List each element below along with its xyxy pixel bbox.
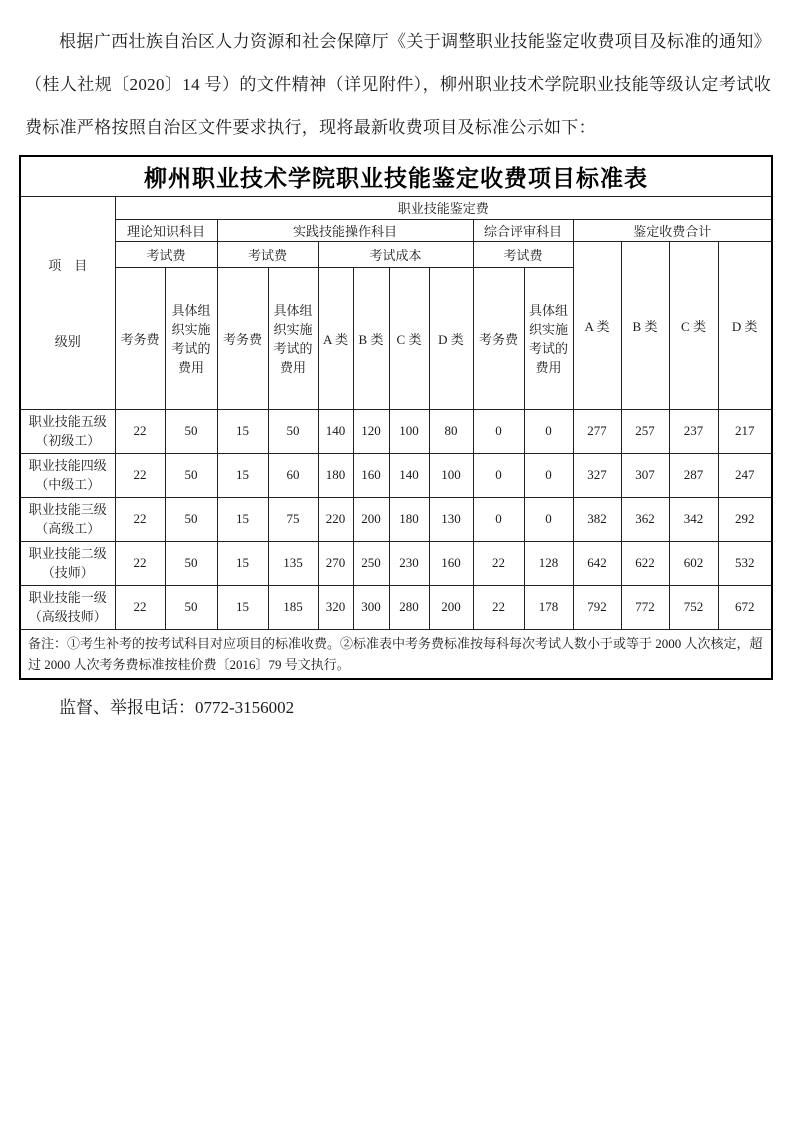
value-cell: 362 (621, 497, 669, 541)
value-cell: 247 (718, 453, 772, 497)
header-cost-class-a: A 类 (318, 267, 353, 409)
value-cell: 100 (389, 409, 429, 453)
header-theory-admin-fee: 考务费 (115, 267, 165, 409)
header-practice-exam-fee: 考试费 (217, 241, 318, 267)
value-cell: 0 (524, 453, 573, 497)
value-cell: 300 (353, 585, 389, 629)
header-total-class-b: B 类 (621, 241, 669, 409)
value-cell: 250 (353, 541, 389, 585)
value-cell: 307 (621, 453, 669, 497)
value-cell: 22 (115, 497, 165, 541)
header-row-sections (20, 219, 772, 241)
value-cell: 327 (573, 453, 621, 497)
value-cell: 180 (318, 453, 353, 497)
value-cell: 50 (165, 585, 217, 629)
value-cell: 0 (473, 497, 524, 541)
value-cell: 230 (389, 541, 429, 585)
value-cell: 752 (669, 585, 718, 629)
value-cell: 200 (353, 497, 389, 541)
value-cell: 280 (389, 585, 429, 629)
table-row-level-1 (20, 585, 772, 629)
value-cell: 75 (268, 497, 318, 541)
table-title-row (20, 156, 772, 196)
value-cell: 180 (389, 497, 429, 541)
value-cell: 15 (217, 453, 268, 497)
value-cell: 60 (268, 453, 318, 497)
header-practice-org-fee: 具体组织实施考试的费用 (268, 267, 318, 409)
value-cell: 15 (217, 585, 268, 629)
value-cell: 120 (353, 409, 389, 453)
table-title: 柳州职业技术学院职业技能鉴定收费项目标准表 (20, 156, 772, 196)
header-cost-class-d: D 类 (429, 267, 473, 409)
header-row-fee-group (20, 196, 772, 219)
header-total-class-a: A 类 (573, 241, 621, 409)
table-note: 备注：①考生补考的按考试科目对应项目的标准收费。②标准表中考务费标准按每科每次考试人数小于或等于 2000 人次核定，超过 2000 人次考务费标准按桂价费〔2016〕79 号文执行。 (20, 629, 772, 679)
value-cell: 257 (621, 409, 669, 453)
header-item-level-cell (20, 196, 115, 409)
value-cell: 130 (429, 497, 473, 541)
value-cell: 220 (318, 497, 353, 541)
value-cell: 22 (115, 409, 165, 453)
value-cell: 140 (318, 409, 353, 453)
value-cell: 140 (389, 453, 429, 497)
value-cell: 15 (217, 541, 268, 585)
level-name: 职业技能一级 (28, 590, 107, 605)
value-cell: 50 (165, 409, 217, 453)
value-cell: 320 (318, 585, 353, 629)
value-cell: 382 (573, 497, 621, 541)
value-cell: 672 (718, 585, 772, 629)
value-cell: 22 (473, 585, 524, 629)
value-cell: 50 (165, 541, 217, 585)
value-cell: 15 (217, 497, 268, 541)
value-cell: 277 (573, 409, 621, 453)
value-cell: 0 (524, 409, 573, 453)
value-cell: 622 (621, 541, 669, 585)
value-cell: 128 (524, 541, 573, 585)
header-review-exam-fee: 考试费 (473, 241, 573, 267)
level-cell (20, 585, 115, 629)
value-cell: 15 (217, 409, 268, 453)
header-total-class-d: D 类 (718, 241, 772, 409)
value-cell: 22 (115, 541, 165, 585)
value-cell: 100 (429, 453, 473, 497)
header-item-level-inner (23, 198, 113, 408)
document-page (0, 20, 794, 1128)
level-cell (20, 409, 115, 453)
level-name: 职业技能四级 (28, 458, 107, 473)
value-cell: 50 (268, 409, 318, 453)
header-fee-group: 职业技能鉴定费 (115, 196, 772, 219)
value-cell: 237 (669, 409, 718, 453)
value-cell: 772 (621, 585, 669, 629)
level-subname: （高级工） (35, 521, 101, 536)
header-total-class-c: C 类 (669, 241, 718, 409)
contact-phone-line: 监督、举报电话：0772-3156002 (59, 697, 295, 717)
value-cell: 0 (473, 453, 524, 497)
value-cell: 200 (429, 585, 473, 629)
table-row-level-3 (20, 497, 772, 541)
value-cell: 287 (669, 453, 718, 497)
header-review-admin-fee: 考务费 (473, 267, 524, 409)
level-subname: （技师） (41, 565, 94, 580)
level-subname: （高级技师） (28, 609, 107, 624)
header-review-section: 综合评审科目 (473, 219, 573, 241)
header-level-label: 级别 (54, 334, 81, 350)
value-cell: 22 (115, 453, 165, 497)
value-cell: 292 (718, 497, 772, 541)
header-theory-org-fee: 具体组织实施考试的费用 (165, 267, 217, 409)
value-cell: 50 (165, 453, 217, 497)
value-cell: 22 (115, 585, 165, 629)
value-cell: 602 (669, 541, 718, 585)
intro-paragraph: 根据广西壮族自治区人力资源和社会保障厅《关于调整职业技能鉴定收费项目及标准的通知》（桂人社规〔2020〕14 号）的文件精神（详见附件），柳州职业技术学院职业技能等级认定考试收费标准严格按照自治区文件要求执行，现将最新收费项目及标准公示如下： (25, 32, 771, 137)
level-name: 职业技能五级 (28, 414, 107, 429)
value-cell: 160 (353, 453, 389, 497)
level-subname: （中级工） (35, 477, 101, 492)
value-cell: 50 (165, 497, 217, 541)
table-row-level-5 (20, 409, 772, 453)
value-cell: 792 (573, 585, 621, 629)
table-row-level-4 (20, 453, 772, 497)
value-cell: 217 (718, 409, 772, 453)
header-cost-class-c: C 类 (389, 267, 429, 409)
value-cell: 0 (524, 497, 573, 541)
value-cell: 185 (268, 585, 318, 629)
header-practice-admin-fee: 考务费 (217, 267, 268, 409)
level-cell (20, 497, 115, 541)
value-cell: 270 (318, 541, 353, 585)
table-row-level-2 (20, 541, 772, 585)
header-practice-section: 实践技能操作科目 (217, 219, 473, 241)
header-theory-exam-fee: 考试费 (115, 241, 217, 267)
header-cost-class-b: B 类 (353, 267, 389, 409)
value-cell: 0 (473, 409, 524, 453)
level-name: 职业技能二级 (28, 546, 107, 561)
value-cell: 642 (573, 541, 621, 585)
value-cell: 160 (429, 541, 473, 585)
value-cell: 135 (268, 541, 318, 585)
value-cell: 342 (669, 497, 718, 541)
level-subname: （初级工） (35, 433, 101, 448)
value-cell: 178 (524, 585, 573, 629)
level-cell (20, 541, 115, 585)
fee-standard-table (19, 155, 773, 680)
header-theory-section: 理论知识科目 (115, 219, 217, 241)
level-cell (20, 453, 115, 497)
header-row-fee-types (20, 241, 772, 267)
header-total-section: 鉴定收费合计 (573, 219, 772, 241)
header-practice-exam-cost: 考试成本 (318, 241, 473, 267)
value-cell: 22 (473, 541, 524, 585)
level-name: 职业技能三级 (28, 502, 107, 517)
table-note-row (20, 629, 772, 679)
header-review-org-fee: 具体组织实施考试的费用 (524, 267, 573, 409)
value-cell: 80 (429, 409, 473, 453)
value-cell: 532 (718, 541, 772, 585)
header-item-label: 项 目 (48, 257, 88, 273)
